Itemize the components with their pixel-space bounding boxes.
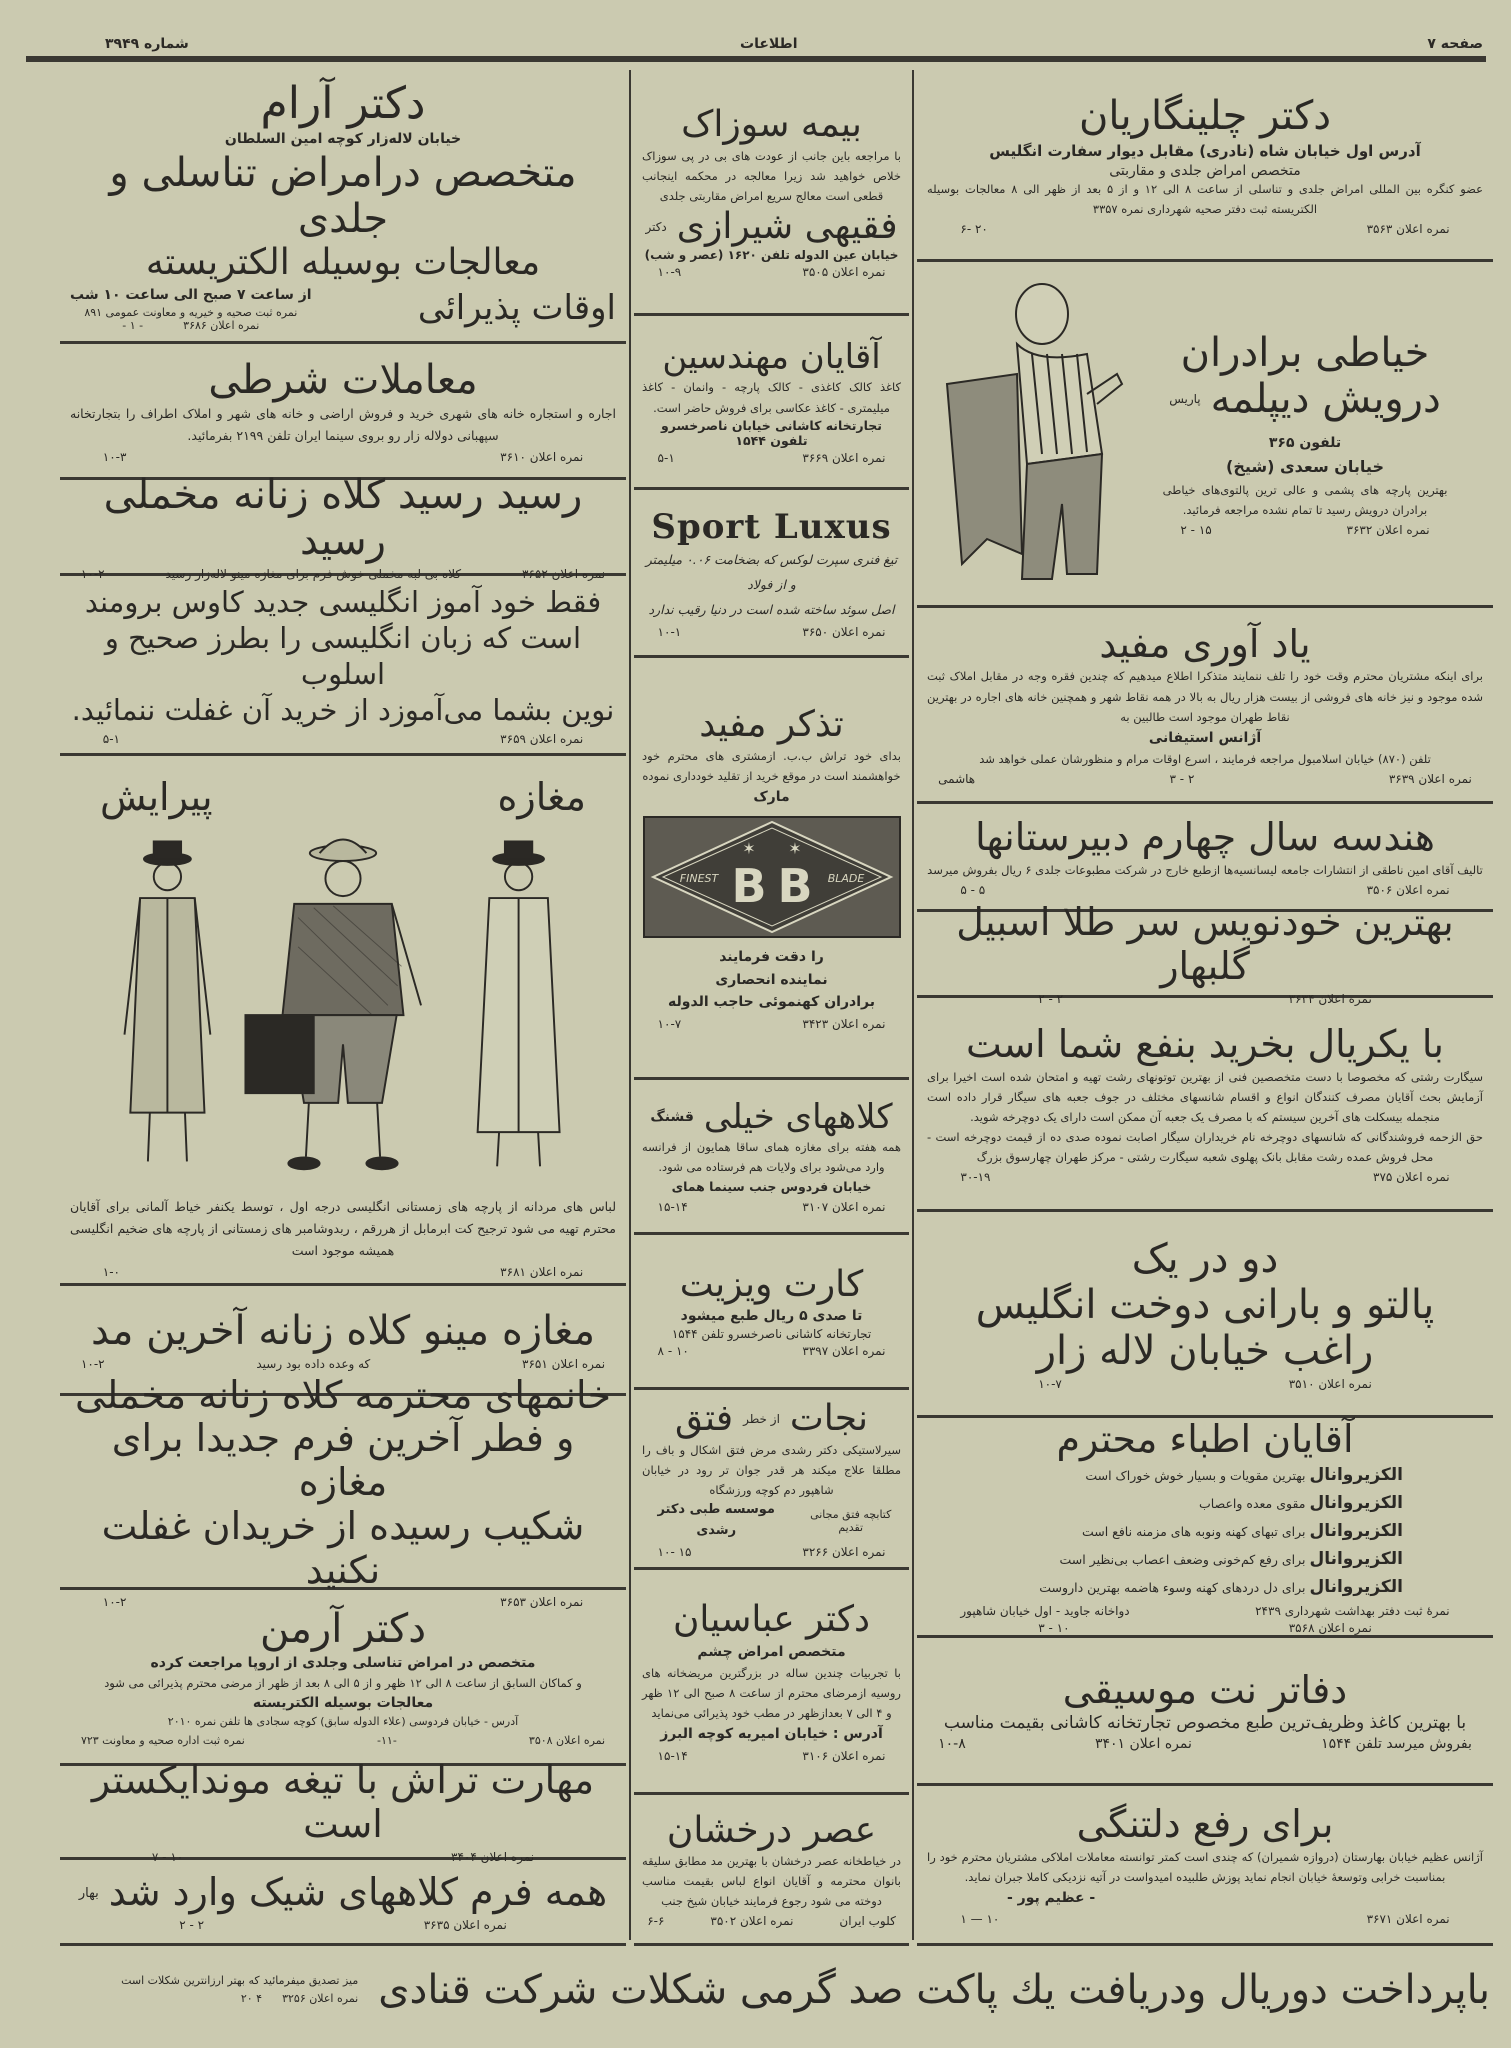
ad-title: رسید رسید کلاه زنانه مخملی رسید [103, 472, 583, 564]
ad-code: ۱۰-۸ [938, 1735, 966, 1752]
ad-body: بهترین پارچه های پشمی و عالی ترین پالتوی‌های خیاطی برادران درویش رسید تا تمام نشده مراجعه فرمائید. [1162, 482, 1448, 517]
ad-body: عضو کنگره بین المللی امراض جلدی و تناسلی از ساعت ۸ الی ۱۲ و از ۵ بعد از ظهر الی ۸ معالجات بوسیله الکتریسته ثبت دفتر صحیه شهرداری نمره ۳۳۵۷ [927, 181, 1483, 216]
ad-body: سیرلاستیکی دکتر رشدی مرض فتق اشکال و باف را مطلقا علاج میکند هر قدر جوان تر رود در خیابان شاهپور دم کوچه ورزشگاه [642, 1442, 901, 1497]
bb-blade-logo [643, 816, 901, 938]
ad-registration: نمرهٔ ثبت دفتر بهداشت شهرداری ۲۴۳۹ [1255, 1604, 1450, 1619]
ad-pharmacy: دواخانه جاوید - اول خیابان شاهپور [960, 1604, 1130, 1619]
ad-number: نمره اعلان ۳۶۸۶ [183, 319, 260, 333]
ad-address: خیابان عین الدوله تلفن ۱۶۲۰ (عصر و شب) [644, 247, 899, 262]
ad-title: مغازه مینو کلاه زنانه آخرین مد [91, 1308, 595, 1354]
ad-title: فتق [674, 1398, 734, 1440]
ad-title-small: پاریس [1169, 391, 1201, 406]
ad-line: بفروش میرسد تلفن ۱۵۴۴ [1321, 1735, 1472, 1752]
ad-number: نمره اعلان ۳۵۱۰ [1288, 1377, 1372, 1391]
ad-title: عصر درخشان [666, 1809, 877, 1851]
ad-address: آدرس اول خیابان شاه (نادری) مقابل دیوار سفارت انگلیس [989, 141, 1421, 160]
ad-subtitle: متخصص امراض چشم [697, 1643, 846, 1660]
ad-line: نوین بشما می‌آموزد از خرید آن غفلت ننمائید. [71, 693, 615, 728]
ad-number: نمره اعلان ۳۶۷۱ [1366, 1912, 1450, 1927]
page-number: صفحه ۷ [1427, 36, 1483, 52]
ad-darvish-tailors [917, 262, 1493, 608]
ad-code: ۱۰ - ۷ [151, 1849, 184, 1864]
ad-chic-hats [60, 1860, 626, 1946]
ad-address: خیابان لاله‌زار کوچه امین السلطان [224, 131, 462, 148]
ad-shop-label: مغازه [497, 775, 586, 819]
ad-sport-luxus [634, 490, 909, 658]
ad-number: نمره اعلان ۳۶۶۹ [802, 450, 886, 465]
ad-asr-derakhshan [634, 1795, 909, 1946]
ad-bb-blade [634, 658, 909, 1080]
ad-code: ۱۰-۲ [80, 567, 105, 581]
ad-title: نجات [789, 1398, 869, 1440]
ad-code: ۱۰-۷ [1038, 1377, 1062, 1391]
ad-title: دفاتر نت موسیقی [1062, 1668, 1348, 1713]
ad-title: درویش دیپلمه [1210, 375, 1441, 422]
ad-body: کاغذ کالک کاغذی - کالک پارچه - وانمان - کاغذ میلیمتری - کاغذ عکاسی برای فروش حاضر است. [642, 380, 901, 415]
ad-elixir-tonic [917, 1418, 1493, 1638]
ad-body: حق الزحمه فروشندگانی که شانسهای دوچرخه نام خریداران سیگار اصابت نموده صدی ده از قیمت دوچرخه است - محل فروش عمده رشت مقابل بانک پهلوی شعبه سیگارت رشتی - مرکز طهران چهارسوق بزرگ [927, 1129, 1483, 1165]
logo-text-blade: BLADE [827, 872, 864, 886]
ad-title: همه فرم کلاههای شیک وارد شد [108, 1870, 608, 1915]
ad-code: ۱۰-۹ [657, 264, 682, 279]
ad-title: هندسه سال چهارم دبیرستانها [975, 815, 1435, 860]
ad-code: ۱۰ - ۳ [1038, 1621, 1070, 1636]
ad-line: و فطر آخرین فرم جدیدا برای مغازه [111, 1416, 575, 1505]
ad-code: ۵ - ۵ [960, 882, 986, 897]
svg-text:✶: ✶ [741, 839, 756, 859]
ad-hours: از ساعت ۷ صبح الی ساعت ۱۰ شب [70, 286, 312, 303]
ad-agency: آژانس استیفانی [1148, 729, 1262, 746]
ad-address: خیابان فردوس جنب سینما همای [671, 1179, 872, 1195]
ad-note: میز تصدیق میفرمائید که بهتر ارزانترین شکلات است [121, 1974, 359, 1988]
ad-line: متخصص در امراض تناسلی وجلدی از اروپا مراجعت کرده [150, 1655, 536, 1672]
ad-code: ۱۵-۱۴ [657, 1200, 688, 1215]
ad-code: ۱۰-۲ [80, 1357, 105, 1371]
ad-code: ۱-۰ [102, 1265, 120, 1279]
ad-ladies-hats [60, 1372, 626, 1610]
ad-address: آدرس - خیابان فردوسی (علاء الدوله سابق) کوچه سجادی ها تلفن نمره ۲۰۱۰ [167, 1715, 519, 1729]
ad-number: نمره اعلان ۳۳۹۷ [802, 1344, 886, 1359]
ad-number: نمره اعلان ۳۴۰۱ [1094, 1735, 1192, 1752]
ad-number: نمره اعلان ۳۱۰۷ [802, 1200, 886, 1215]
column-divider [912, 70, 914, 1940]
ad-body: در خیاطخانه عصر درخشان با بهترین مد مطابق سلیقه بانوان محترمه و آقایان انواع لباس بقیمت مناسب دوخته می شود رجوع فرمایند خیابان شیخ جنب [642, 1854, 901, 1909]
ad-title: Sport Luxus [651, 506, 892, 547]
ad-hernia [634, 1390, 909, 1570]
ad-code: ۱۰ - ۸ [657, 1344, 689, 1359]
ad-title: برای رفع دلتنگی [1076, 1801, 1334, 1846]
ad-body: بدای خود تراش ب.ب. ازمشتری های محترم خود خواهشمند است در موقع خرید از تقلید خودداری نموده [642, 748, 901, 783]
ad-number: نمره اعلان ۳۶۱۰ [500, 449, 584, 464]
ad-number: نمره اعلان ۳۶۵۹ [500, 731, 584, 746]
ad-line: خانمهای محترمه کلاه زنانه مخملی [74, 1372, 612, 1417]
ad-body: تالیف آقای امین ناطقی از انتشارات جامعه لیسانسیه‌ها ازطبع خارج در شرکت مطبوعات جلدی ۶ ریال بفروش میرسد [927, 862, 1483, 877]
ad-line: تا صدی ۵ ریال طبع میشود [680, 1308, 863, 1324]
ad-code: ۲ - ۳ [1169, 772, 1195, 787]
ad-dr-chelingarian [917, 70, 1493, 262]
ad-line: و کماکان السابق از ساعت ۸ الی ۱۲ ظهر و از ۵ الی ۸ بعد از ظهر از مرضی محترم پذیرائی می شود [104, 1675, 582, 1690]
ad-registration: نمره ثبت اداره صحیه و معاونت ۷۲۳ [80, 1733, 245, 1747]
tailor-illustration [927, 274, 1127, 594]
ad-body: برای اینکه مشتریان محترم وقت خود را تلف ننمایند متذکرا اطلاع میدهیم که چندین فقره وجه در مقابل املاک ثبت شده موجود و نیز خانه های فروشی از بیست هزار ریال به بالا در همه نقاط شهر و همچنین خانه های اجاره در بهترین نقاط طهران موجود است طالبین به [927, 669, 1483, 724]
ad-title: کلاههای خیلی [703, 1096, 893, 1137]
ad-address: آدرس : خیابان امیریه کوچه البرز [660, 1726, 883, 1743]
ad-code: ۳۰-۱۹ [960, 1170, 991, 1185]
logo-letter: B [730, 859, 767, 914]
ad-body: با تجربیات چندین ساله در بزرگترین مریضخانه های روسیه ازمرضای محترم از ساعت ۸ صبح الی ۱۲ ظهر و ۴ الی ۷ بعدازظهر در مطب خود پذیرائی می‌نماید [642, 1666, 901, 1721]
ad-code: ۶-۶ [647, 1914, 665, 1929]
ad-code: ۲۰ -۶ [960, 222, 988, 237]
ad-title: دکتر عباسیان [672, 1599, 871, 1641]
ad-dr-aram [60, 70, 626, 344]
ad-address: کلوب ایران [839, 1914, 896, 1929]
ad-line: اصل سوئد ساخته شده است در دنیا رقیب ندارد [648, 601, 895, 617]
ad-mark: مارک [753, 789, 790, 806]
ad-code: ۱۰-۷ [657, 1016, 682, 1031]
ad-title: دکتر آرام [260, 77, 426, 129]
list-item: الکزیروانال مقوی معده واعصاب [1199, 1493, 1403, 1514]
ad-number: نمره اعلان ۳۵۶۸ [1288, 1621, 1372, 1636]
ad-chocolate-banner [40, 1950, 1490, 2030]
ad-number: نمره اعلان ۳۵۰۲ [710, 1914, 794, 1929]
ad-small-text: بهار [78, 1885, 99, 1901]
ad-body: سیگارت رشتی که مخصوصا با دست متخصصین فنی از بهترین توتونهای رشت تهیه و امتحان شده است اخیرا برای آزمایش بحث آقایان مصرف کنندگان انواع و اقسام شانسهای مختلف در جوف جعبه های سیگار قرار داده است منجمله بیسکلت های آخرین سیستم که با مصرف یک جعبه آن ممکن است دارای یک دوچرخه شوید. [927, 1069, 1483, 1124]
ad-number: نمره اعلان ۳۶۵۱ [522, 1357, 606, 1371]
ad-two-in-one-coat [917, 1212, 1493, 1418]
ad-number: نمره اعلان ۳۶۵۲ [522, 567, 606, 581]
ad-line: تجارتخانه کاشانی ناصرخسرو تلفن ۱۵۴۴ [671, 1327, 872, 1342]
ad-line: شکیب رسیده از خریدان غفلت نکنید [101, 1503, 585, 1592]
ad-title: با یکریال بخرید بنفع شما است [965, 1021, 1445, 1066]
ad-line: دو در یک [1131, 1236, 1279, 1282]
ad-headline: متخصص درامراض تناسلی و جلدی [109, 150, 577, 243]
ad-title: مهارت تراش با تیغه موندایکستر است [91, 1758, 595, 1846]
ad-number: نمره اعلان ۳۱۰۶ [802, 1748, 886, 1763]
ad-number: نمره اعلان ۳۶۵۳ [500, 1595, 584, 1610]
ad-pirayesh-fashion [60, 756, 626, 1286]
ad-line: تیغ فنری سپرت لوکس که بضخامت ۰.۰۶ میلیمتر و از فولاد [645, 551, 898, 592]
ad-title: تذکر مفید [699, 704, 844, 746]
ad-number: نمره اعلان ۳۴۲۳ [802, 1016, 886, 1031]
ad-line: برادران کهنموئی حاجب الدوله [668, 994, 875, 1011]
ad-azim-agency [917, 1786, 1493, 1946]
ad-number: نمره اعلان ۳۶۸۱ [500, 1265, 584, 1279]
ad-code: ۱۵-۱۴ [657, 1748, 688, 1763]
ad-line: کتابچه فتق مجانی تقدیم [810, 1507, 892, 1534]
menswear-illustration [83, 820, 603, 1191]
ad-title: دکتر آرمن [260, 1606, 427, 1653]
ad-line: معالجات بوسیله الکتریسته [252, 1694, 434, 1711]
ad-number: نمره اعلان ۳۵۰۵ [802, 264, 886, 279]
ad-code: - ۱ - [122, 319, 144, 333]
ad-visit-card [634, 1235, 909, 1390]
ad-body: با مراجعه باین جانب از عودت های بی در پی سوزاک خلاص خواهید شد زیرا معالجه در محکمه اینجانب قطعی است معالج سریع امراض مقاربتی جلدی [642, 148, 901, 204]
ad-title: باپرداخت دوریال ودریافت یك پاکت صد گرمی شکلات شرکت قنادی [378, 1967, 1490, 2013]
ad-body: کلاه بی لبه مخملی خوش فرم برای مغازه مینو لاله‌زار رسید [165, 567, 462, 581]
ad-music-notebooks [917, 1638, 1493, 1786]
ad-address: خیابان سعدی (شیخ) [1226, 457, 1384, 477]
ad-title: معاملات شرطی [208, 357, 478, 404]
ad-code: -۱۱- [377, 1733, 397, 1747]
ad-number: نمره اعلان ۳۵۰۸ [528, 1733, 606, 1747]
list-item: الکزیروانال برای تبهای کهنه ونوبه های مزمنه نافع است [1081, 1521, 1403, 1542]
ad-body: اجاره و استجاره خانه های شهری خرید و فروش اراضی و خانه های شهر و املاک اطراف را بتجارتخانه سپهبانی دولاله زار رو بروی سینما ایران تلفن ۲۱۹۹ بفرمائید. [70, 406, 616, 443]
ad-dr-abbasian [634, 1570, 909, 1795]
ad-rashti-cigarette [917, 998, 1493, 1212]
logo-letter: B [776, 859, 813, 914]
ad-code: ۲ - ۲ [1038, 991, 1064, 1006]
ad-number: نمره اعلان ۳۵۰۶ [1366, 882, 1450, 897]
ad-code: ۵-۱ [657, 450, 675, 465]
ad-headline: معالجات بوسیله الکتریسته [145, 242, 541, 284]
ad-title: بهترین خودنویس سر طلا اسبیل گلبهار [956, 900, 1454, 988]
ad-number: نمره اعلان ۳۶۳۲ [1346, 523, 1430, 538]
ad-number: نمره اعلان ۳۷۵ [1373, 1170, 1450, 1185]
ad-subtitle: که وعده داده بود رسید [256, 1357, 371, 1371]
ad-velvet-hat [60, 472, 626, 581]
ad-phone: تلفون ۳۶۵ [1268, 434, 1342, 451]
ad-doctor-prefix: دکتر [645, 219, 667, 234]
newspaper-name: اطلاعات [740, 36, 798, 52]
ad-body: لباس های مردانه از پارچه های زمستانی انگلیسی درجه اول ، توسط یکنفر خیاط آلمانی برای آقایان محترم تهیه می شود ترجیح کت ابرمابل از هررقم ، ربدوشامبر های زمستانی از پارچه های ضخیم انگلیسی همیشه موجود است [70, 1199, 616, 1259]
ad-doctor-name: فقیهی شیرازی [676, 206, 898, 248]
ad-mondayxter-blade [60, 1758, 626, 1864]
ad-line: را دقت فرمایند [719, 949, 824, 966]
ad-line: است که زبان انگلیسی را بطرز صحیح و اسلوب [104, 620, 582, 691]
ad-org: موسسه طبی دکتر رشدی [657, 1502, 775, 1538]
list-item: الکزیروانال برای دل دردهای کهنه وسوء هاضمه بهترین داروست [1039, 1577, 1403, 1598]
ad-code: ۱۰ — ۱ [960, 1912, 1000, 1927]
ad-body: آژانس عظیم خیابان بهارستان (دروازه شمیران) که چندی است کمتر توانسته معاملات املاکی مشتریان محترم خود را بمناسبت خرابی وتوسعهٔ خیابان انجام نماید پوزش طلبیده امیدواست در آتیه نزدیکی کاملا جبران نماید. [927, 1849, 1483, 1884]
ad-number: نمره اعلان ۳۶۳۴ [1288, 991, 1372, 1006]
ad-useful-reminder [917, 608, 1493, 804]
ad-dr-armen [60, 1590, 626, 1766]
ad-number: نمره اعلان ۳۴۰۴ [451, 1849, 535, 1864]
ad-code: ۱۵ -۱۰ [657, 1544, 692, 1559]
ad-code: ۱۰-۲ [102, 1595, 127, 1610]
ad-line: نماینده انحصاری [715, 971, 828, 988]
ad-number: نمره اعلان ۳۶۳۵ [423, 1917, 507, 1932]
ad-code: ۴ ۲۰ [240, 1992, 263, 2005]
ad-body: تلفن (۸۷۰) خیابان اسلامبول مراجعه فرمایند ، اسرع اوقات مرام و منظورشان عملی خواهد شد [979, 752, 1431, 767]
ad-line: پالتو و بارانی دوخت انگلیس [975, 1282, 1435, 1328]
ad-engineers [634, 316, 909, 490]
ad-title: کارت ویزیت [679, 1263, 864, 1305]
ad-title: آقایان اطباء محترم [1056, 1416, 1354, 1461]
ad-geometry-book [917, 804, 1493, 912]
ad-fountain-pen [917, 900, 1493, 1006]
ad-hours-label: اوقات پذیرائی [417, 287, 616, 328]
ad-specialty: متخصص امراض جلدی و مقاربتی [1109, 162, 1301, 179]
ad-number: نمره اعلان ۳۶۳۹ [1388, 772, 1472, 787]
ad-title: بیمه سوزاک [681, 104, 862, 146]
masthead-rule [26, 56, 1486, 62]
ad-code: ۱۰-۱ [657, 624, 682, 639]
ad-registration: نمره ثبت صحیه و خیریه و معاونت عمومی ۸۹۱ [84, 306, 298, 320]
ad-body: همه هفته برای مغازه همای ساقا همایون از فرانسه وارد می‌شود برای ولایات هم فرستاده می شود. [642, 1139, 901, 1175]
ad-signature: - عظیم پور - [1007, 1889, 1096, 1906]
ad-number: نمره اعلان ۳۲۶۶ [802, 1544, 886, 1559]
ad-shop: تجارتخانه کاشانی خیابان ناصرخسرو تلفون ۱۵۴۴ [661, 417, 882, 448]
ad-number: نمره اعلان ۳۵۶۳ [1366, 222, 1450, 237]
ad-code: ۵-۱ [102, 731, 120, 746]
ad-title: آقایان مهندسین [662, 337, 881, 378]
ad-line: فقط خود آموز انگلیسی جدید کاوس برومند [84, 584, 602, 619]
list-item: الکزیروانال بهترین مقویات و بسیار خوش خوراک است [1085, 1465, 1403, 1486]
svg-text:✶: ✶ [787, 839, 802, 859]
ad-title-small: از خطر [743, 1412, 780, 1426]
ad-title: یاد آوری مفید [1099, 621, 1311, 666]
column-divider [629, 70, 631, 1940]
ad-title-small: قشنگ [650, 1109, 694, 1126]
ad-line: با بهترین کاغذ وظریف‌ترین طبع مخصوص تجارتخانه کاشانی بقیمت مناسب [943, 1712, 1467, 1733]
ad-english-self-study [60, 576, 626, 756]
ad-code: ۲ - ۲ [179, 1917, 205, 1932]
ad-line: راغب خیابان لاله زار [1036, 1328, 1374, 1374]
ad-signature: هاشمی [938, 772, 976, 787]
ad-title: دکتر چلینگاریان [1078, 92, 1332, 139]
ad-number: نمره اعلان ۳۲۵۶ [282, 1992, 359, 2005]
ad-shop-label: پیرایش [100, 775, 213, 819]
ad-code: ۱۵ - ۲ [1180, 523, 1212, 538]
ad-number: نمره اعلان ۳۶۵۰ [802, 624, 886, 639]
ad-moamelat-sharti [60, 344, 626, 480]
ad-title: خیاطی برادران [1180, 329, 1430, 376]
ad-code: ۱۰-۳ [102, 449, 127, 464]
ad-gonorrhea-insurance [634, 70, 909, 316]
issue-number: شماره ۳۹۴۹ [105, 36, 189, 52]
list-item: الکزیروانال برای رفع کم‌خونی وضعف اعصاب بی‌نظیر است [1059, 1549, 1403, 1570]
ad-pretty-hats [634, 1080, 909, 1235]
logo-text-finest: FINEST [679, 872, 718, 886]
